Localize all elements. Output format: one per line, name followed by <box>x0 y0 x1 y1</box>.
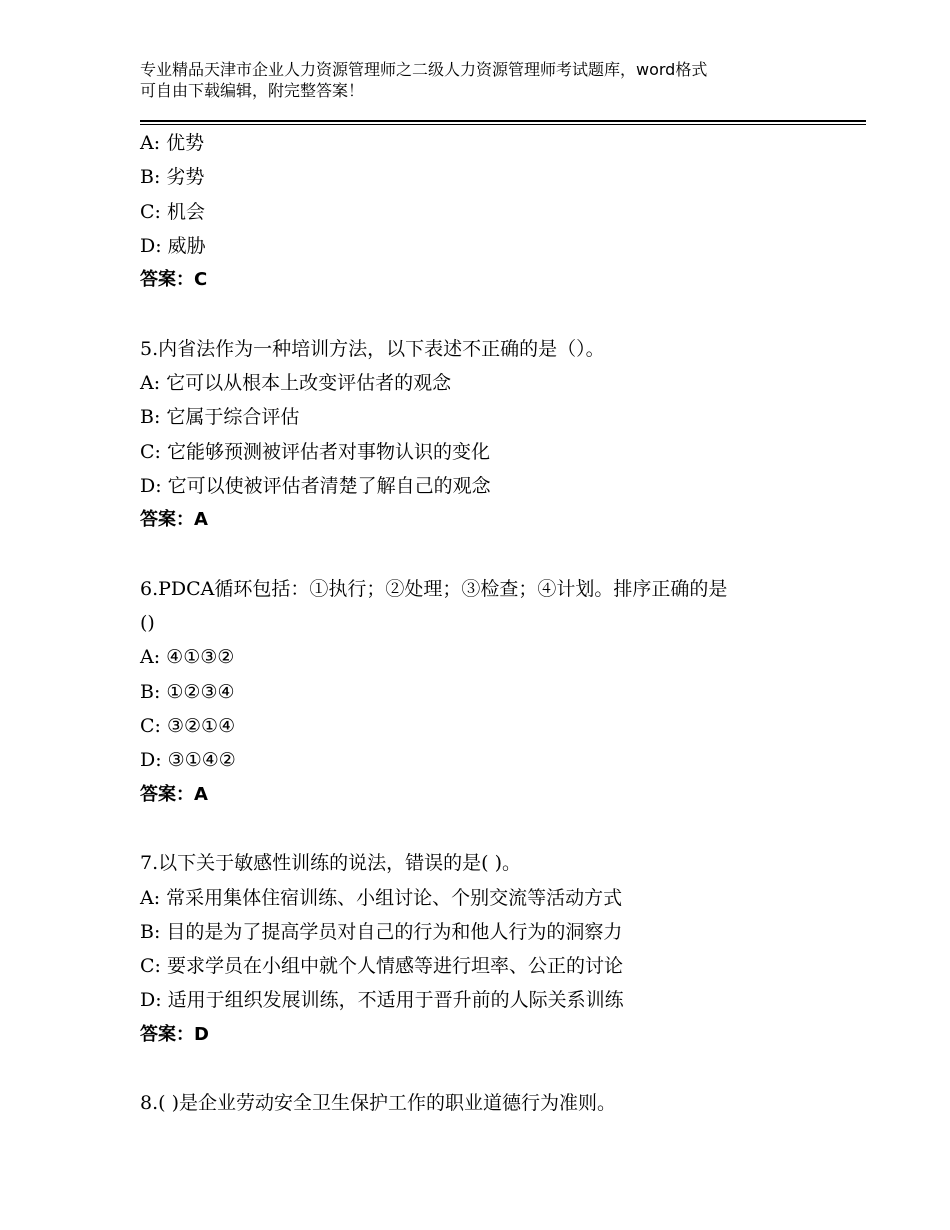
option-d: D: 适用于组织发展训练，不适用于晋升前的人际关系训练 <box>140 989 624 1012</box>
spacer <box>140 538 866 572</box>
question-title: 6.PDCA循环包括：①执行；②处理；③检查；④计划。排序正确的是 <box>140 577 728 600</box>
answer: 答案：C <box>140 269 208 291</box>
question-5 <box>140 332 866 538</box>
answer: 答案：D <box>140 1023 209 1045</box>
spacer <box>140 1052 866 1086</box>
question-8 <box>140 1086 866 1120</box>
question-title: 7.以下关于敏感性训练的说法，错误的是( )。 <box>140 852 521 875</box>
question-title-cont: () <box>140 612 155 635</box>
question-4 <box>140 126 866 297</box>
option-c: C: 它能够预测被评估者对事物认识的变化 <box>140 440 490 463</box>
option-b: B: ①②③④ <box>140 680 235 703</box>
option-a: A: ④①③② <box>140 646 235 669</box>
spacer <box>140 297 866 331</box>
option-c: C: ③②①④ <box>140 715 236 738</box>
option-c: C: 机会 <box>140 200 205 223</box>
option-d: D: ③①④② <box>140 749 236 772</box>
header-line-1: 专业精品天津市企业人力资源管理师之二级人力资源管理师考试题库，word格式 <box>140 60 708 79</box>
option-a: A: 优势 <box>140 132 205 154</box>
option-b: B: 目的是为了提高学员对自己的行为和他人行为的洞察力 <box>140 920 623 943</box>
answer: 答案：A <box>140 783 208 805</box>
option-b: B: 它属于综合评估 <box>140 406 300 429</box>
question-6 <box>140 572 866 812</box>
spacer <box>140 812 866 846</box>
option-c: C: 要求学员在小组中就个人情感等进行坦率、公正的讨论 <box>140 955 623 978</box>
option-a: A: 常采用集体住宿训练、小组讨论、个别交流等活动方式 <box>140 886 623 909</box>
option-b: B: 劣势 <box>140 166 205 189</box>
question-list <box>140 126 866 1121</box>
option-d: D: 它可以使被评估者清楚了解自己的观念 <box>140 474 491 497</box>
answer: 答案：A <box>140 509 208 531</box>
header-divider <box>140 120 866 125</box>
question-title: 8.( )是企业劳动安全卫生保护工作的职业道德行为准则。 <box>140 1092 616 1115</box>
question-title: 5.内省法作为一种培训方法，以下表述不正确的是（）。 <box>140 337 605 360</box>
option-d: D: 威胁 <box>140 234 206 257</box>
header-line-2: 可自由下载编辑，附完整答案！ <box>140 81 365 100</box>
document-header <box>140 59 840 101</box>
question-7 <box>140 846 866 1052</box>
option-a: A: 它可以从根本上改变评估者的观念 <box>140 372 452 395</box>
